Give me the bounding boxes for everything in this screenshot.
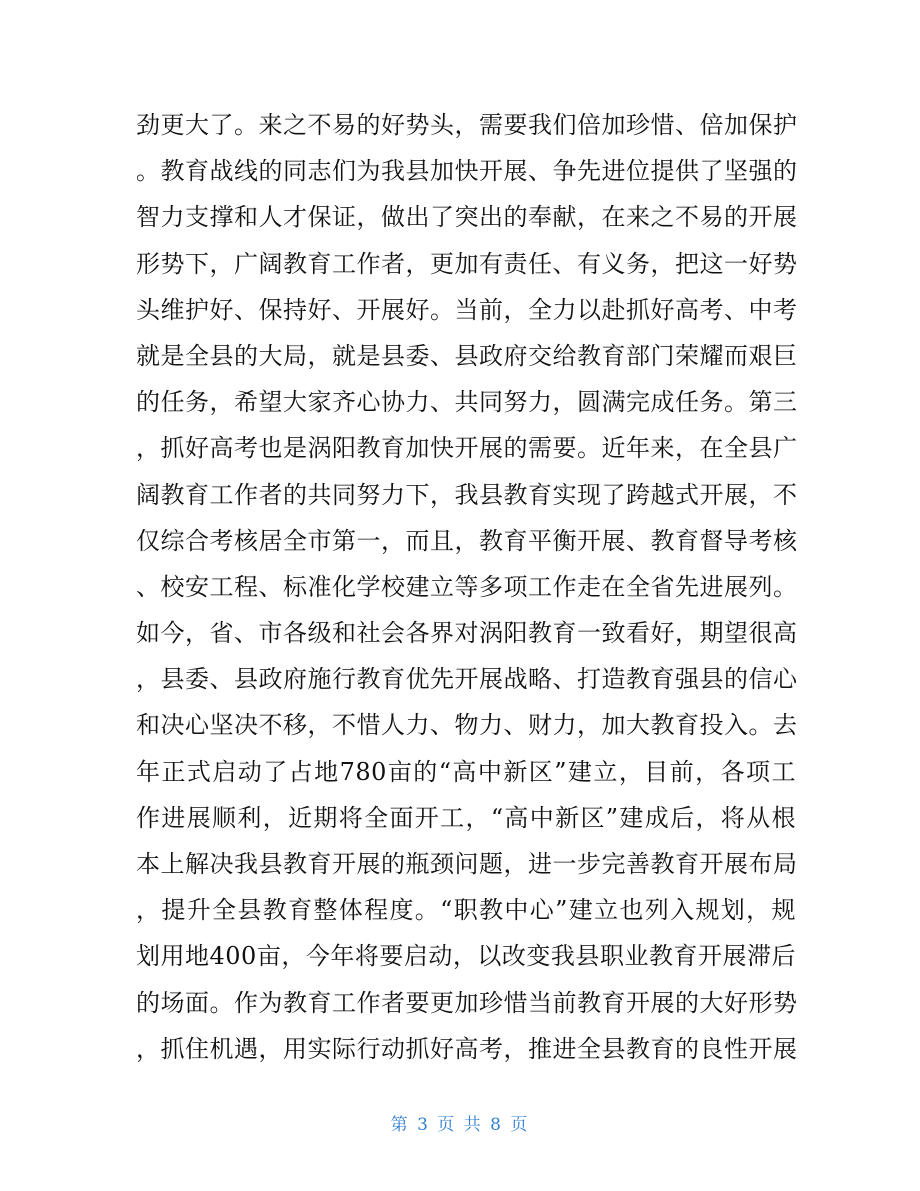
page-number-footer: 第 3 页 共 8 页	[390, 1115, 530, 1135]
text-line: 划用地400亩，今年将要启动，以改变我县职业教育开展滞后	[136, 942, 796, 971]
text-line: 作进展顺利，近期将全面开工，“高中新区”建成后，将从根	[136, 803, 796, 832]
text-line: 和决心坚决不移，不惜人力、物力、财力，加大教育投入。去	[136, 711, 798, 740]
text-line: 阔教育工作者的共同努力下，我县教育实现了跨越式开展，不	[136, 480, 798, 509]
text-line: 的任务，希望大家齐心协力、共同努力，圆满完成任务。第三	[136, 388, 798, 417]
text-line: 劲更大了。来之不易的好势头，需要我们倍加珍惜、倍加保护	[136, 111, 798, 139]
text-line: 智力支撑和人才保证，做出了突出的奉献，在来之不易的开展	[136, 203, 798, 232]
text-line: 年正式启动了占地780亩的“高中新区”建立，目前，各项工	[136, 757, 796, 786]
text-line: 形势下，广阔教育工作者，更加有责任、有义务，把这一好势	[136, 249, 798, 278]
text-line: 头维护好、保持好、开展好。当前，全力以赴抓好高考、中考	[136, 295, 798, 324]
text-line: 就是全县的大局，就是县委、县政府交给教育部门荣耀而艰巨	[136, 341, 798, 370]
text-line: ，抓住机遇，用实际行动抓好高考，推进全县教育的良性开展	[136, 1034, 798, 1063]
text-line: 仅综合考核居全市第一，而且，教育平衡开展、教育督导考核	[136, 526, 798, 555]
text-line: 。教育战线的同志们为我县加快开展、争先进位提供了坚强的	[136, 157, 798, 186]
text-line: 的场面。作为教育工作者要更加珍惜当前教育开展的大好形势	[136, 988, 798, 1017]
text-line: ，县委、县政府施行教育优先开展战略、打造教育强县的信心	[136, 665, 798, 694]
text-line: 本上解决我县教育开展的瓶颈问题，进一步完善教育开展布局	[136, 850, 798, 878]
text-line: ，抓好高考也是涡阳教育加快开展的需要。近年来，在全县广	[136, 434, 798, 463]
text-line: 、校安工程、标准化学校建立等多项工作走在全省先进展列。	[136, 572, 798, 601]
body-paragraph	[136, 102, 796, 1072]
text-line: ，提升全县教育整体程度。“职教中心”建立也列入规划，规	[136, 896, 796, 925]
text-line: 如今，省、市各级和社会各界对涡阳教育一致看好，期望很高	[136, 619, 798, 648]
